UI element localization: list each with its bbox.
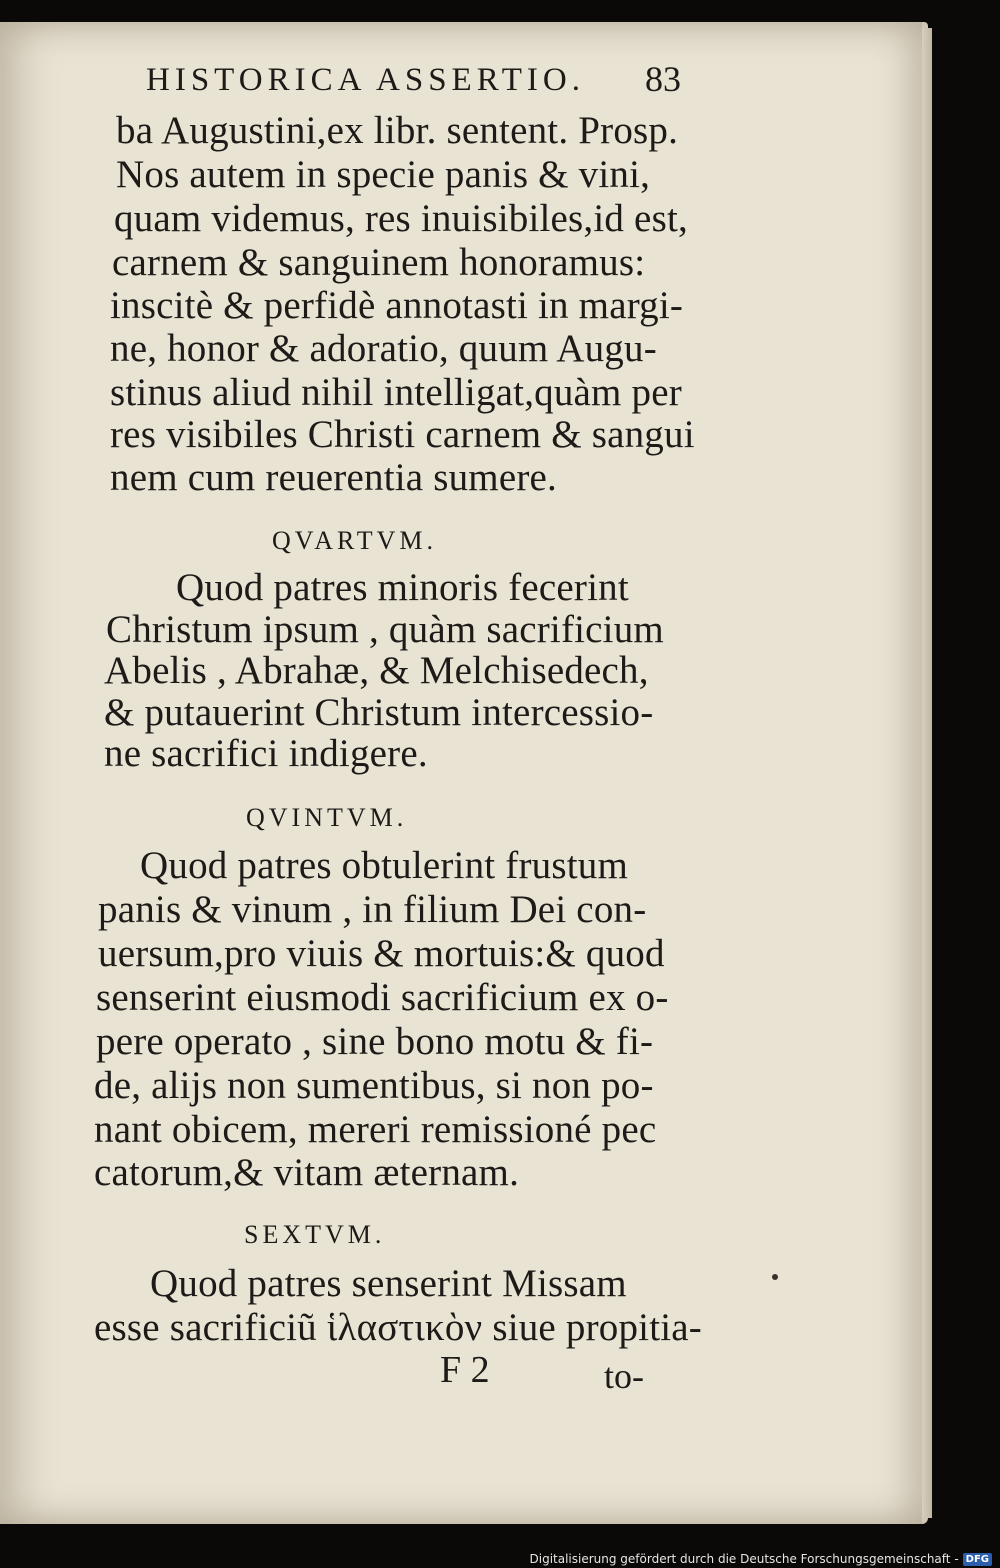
text-line: carnem & sanguinem honoramus: xyxy=(112,241,646,284)
text-line: Nos autem in specie panis & vini, xyxy=(116,153,651,196)
page-number: 83 xyxy=(645,59,681,99)
digitization-credit xyxy=(530,1552,993,1566)
catchword: to- xyxy=(604,1356,644,1396)
text-line: ne, honor & adoratio, quum Augu- xyxy=(110,327,657,370)
text-line: Christum ipsum , quàm sacrificium xyxy=(106,608,664,651)
ink-speck xyxy=(772,1274,778,1280)
text-line: uersum,pro viuis & mortuis:& quod xyxy=(98,932,665,975)
text-line: Quod patres senserint Missam xyxy=(150,1262,627,1305)
running-title: HISTORICA ASSERTIO. xyxy=(146,62,585,98)
text-line: de, alijs non sumentibus, si non po- xyxy=(94,1064,654,1107)
text-line: Quod patres minoris fecerint xyxy=(176,566,629,609)
dfg-logo: DFG xyxy=(963,1553,992,1566)
text-line: catorum,& vitam æternam. xyxy=(94,1151,520,1194)
section-title-quartum: QVARTVM. xyxy=(272,526,438,555)
signature-mark: F 2 xyxy=(440,1349,490,1391)
text-line: nem cum reuerentia sumere. xyxy=(110,456,557,499)
text-line: & putauerint Christum intercessio- xyxy=(104,691,654,734)
section-title-quintum: QVINTVM. xyxy=(246,803,408,832)
text-line: senserint eiusmodi sacrificium ex o- xyxy=(96,976,669,1019)
text-line: ba Augustini,ex libr. sentent. Prosp. xyxy=(116,109,679,152)
text-line: res visibiles Christi carnem & sangui xyxy=(110,413,695,456)
section-title-sextum: SEXTVM. xyxy=(244,1220,386,1249)
text-line: Abelis , Abrahæ, & Melchisedech, xyxy=(104,649,649,692)
text-line: inscitè & perfidè annotasti in margi- xyxy=(110,284,684,327)
text-line: Quod patres obtulerint frustum xyxy=(140,844,628,887)
text-line: ne sacrifici indigere. xyxy=(104,732,428,775)
text-line: stinus aliud nihil intelligat,quàm per xyxy=(110,371,682,414)
credit-text: Digitalisierung gefördert durch die Deutsche Forschungsgemeinschaft - xyxy=(529,1552,959,1566)
text-line: pere operato , sine bono motu & fi- xyxy=(96,1020,654,1063)
text-line: nant obicem, mereri remissioné pec xyxy=(94,1108,657,1151)
text-line: panis & vinum , in filium Dei con- xyxy=(98,888,647,931)
text-line: quam videmus, res inuisibiles,id est, xyxy=(114,197,688,240)
page-edge xyxy=(922,28,932,1518)
text-line: esse sacrificiũ ἱλαστικὸν siue propitia- xyxy=(94,1306,702,1349)
